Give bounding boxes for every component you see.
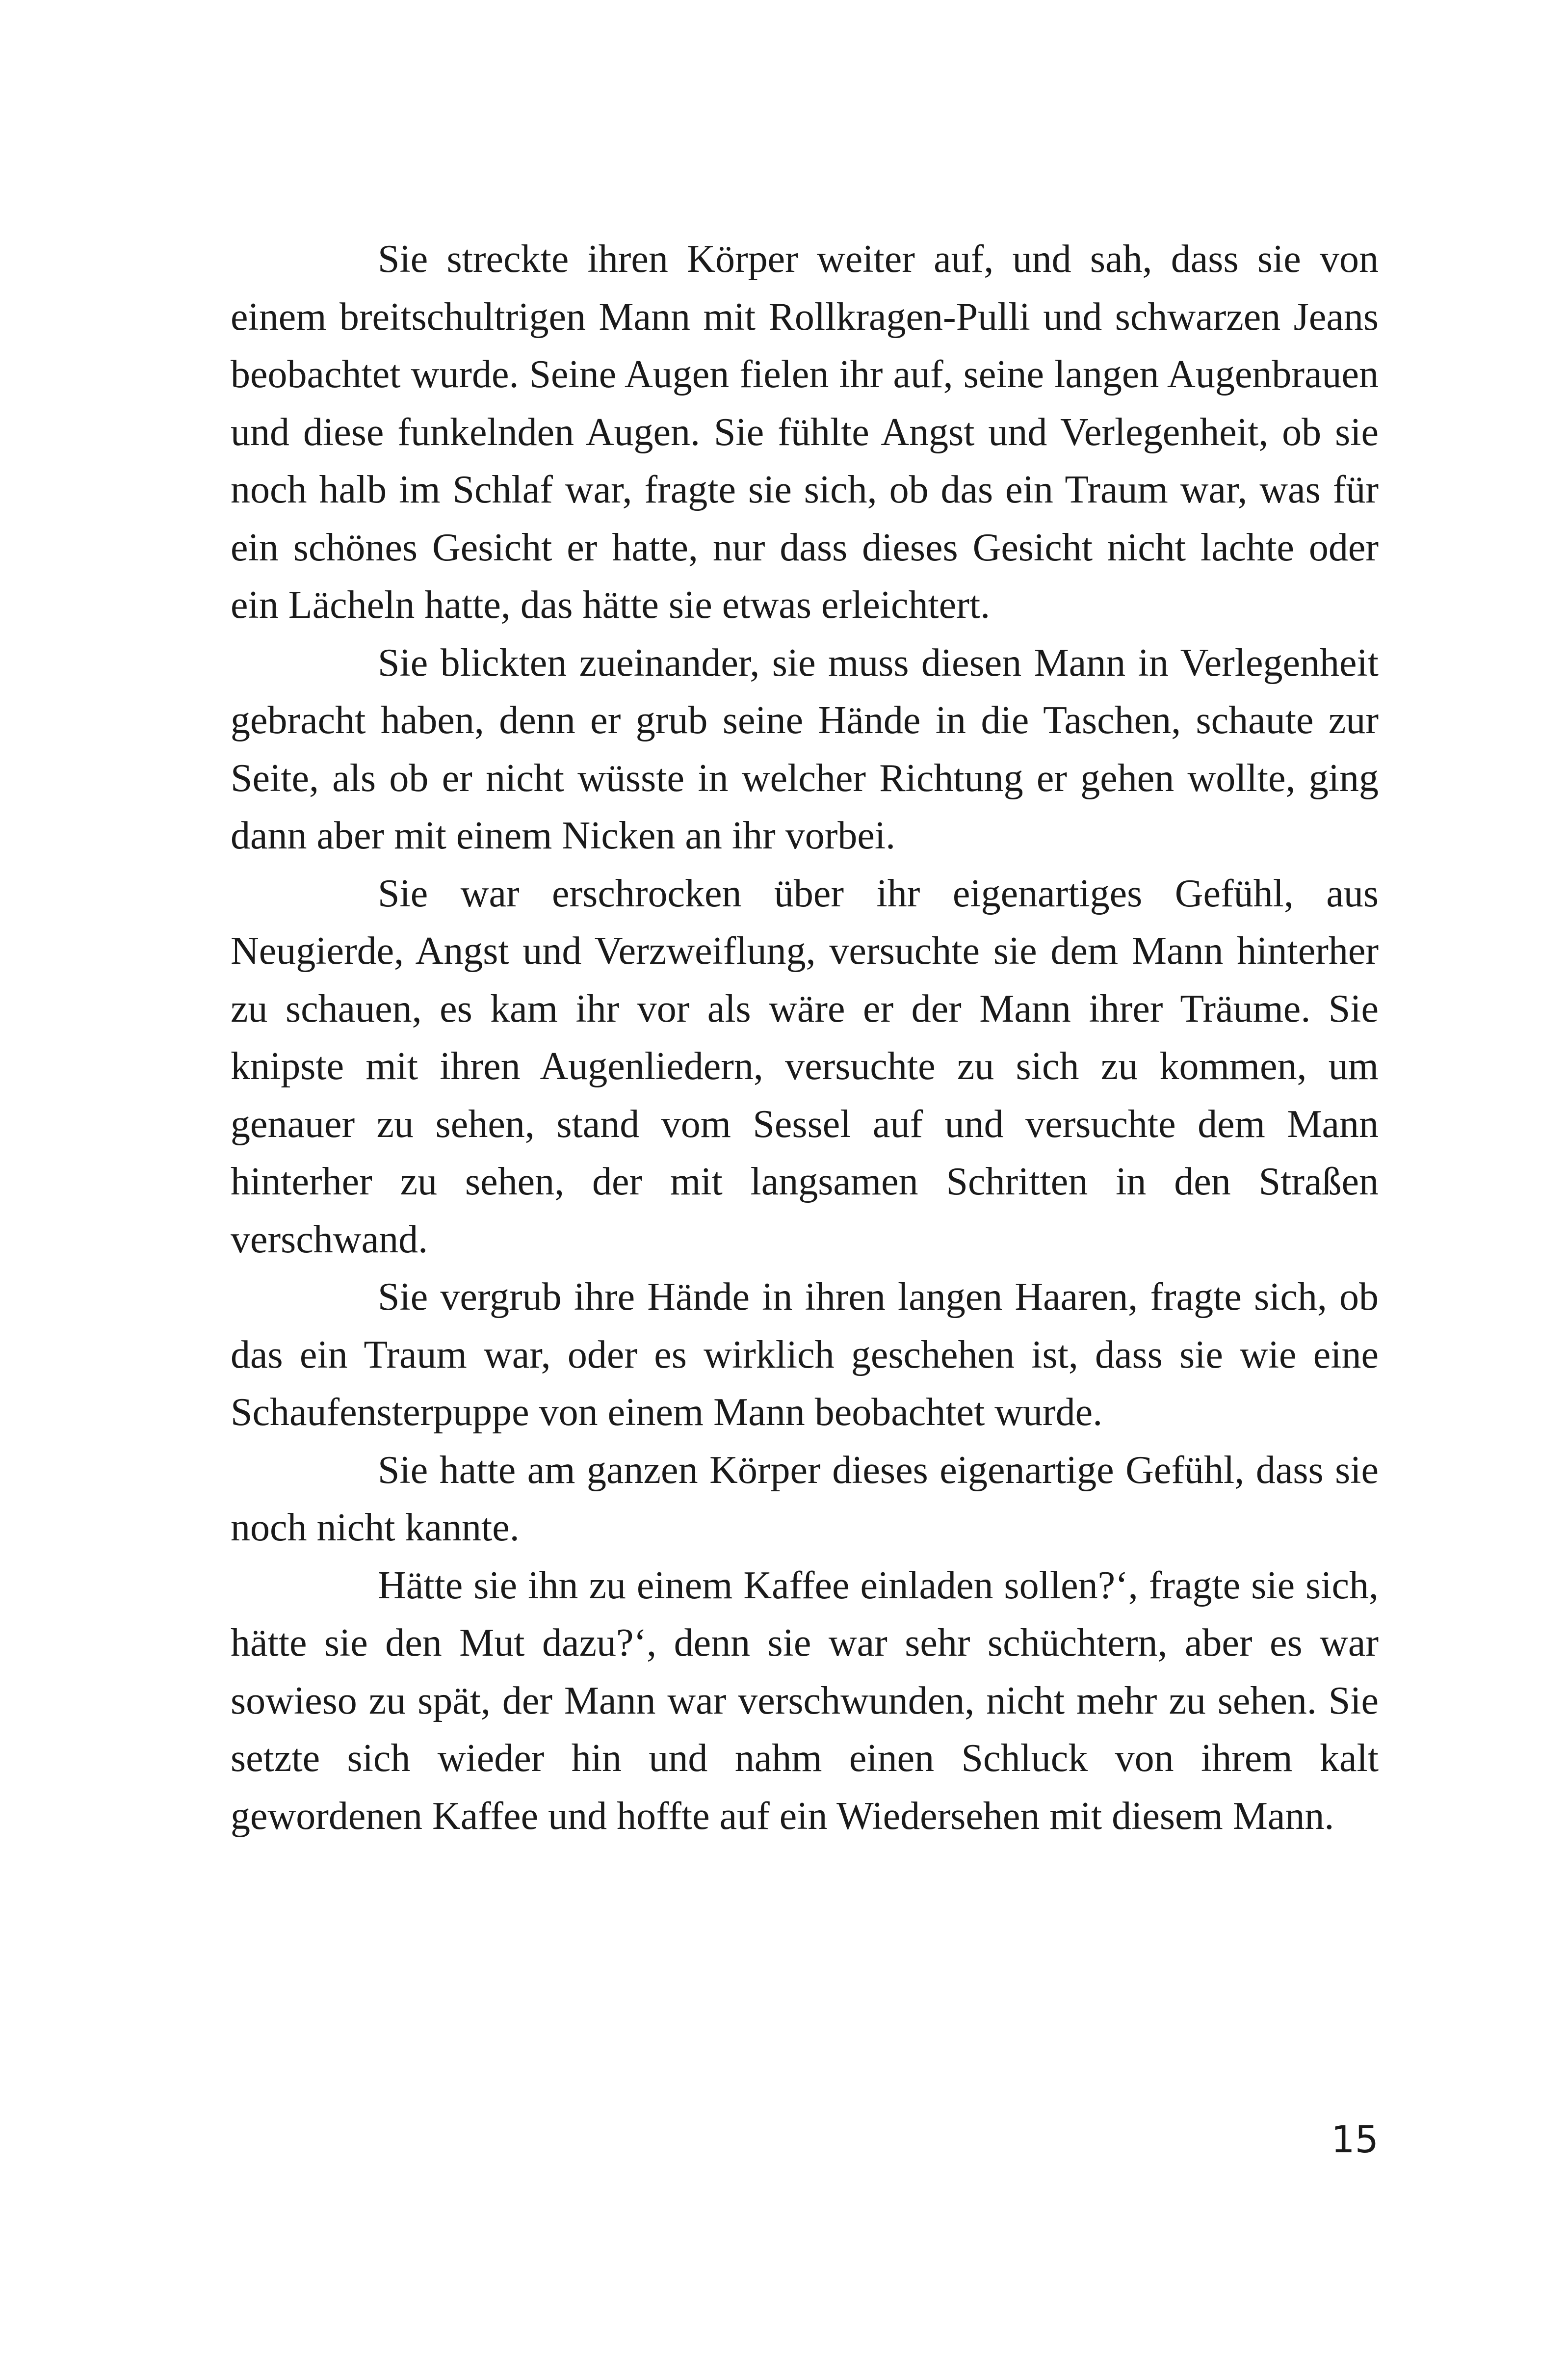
paragraph-4: Sie vergrub ihre Hände in ihren langen Haaren, fragte sich, ob das ein Traum war, oder es wirklich geschehen ist, dass sie wie eine Schaufensterpuppe von einem Mann beobachtet wurde. [231, 1275, 1379, 1434]
paragraph-6: Hätte sie ihn zu einem Kaffee einladen sollen?‘, fragte sie sich, hätte sie den Mut dazu?‘, denn sie war sehr schüchtern, aber es war sowieso zu spät, der Mann war verschwunden, nicht mehr zu sehen. Sie setzte sich wieder hin und nahm einen Schluck von ihrem kalt gewordenen Kaffee und hoffte auf ein Wiedersehen mit diesem Mann. [231, 1563, 1379, 1838]
paragraph-5: Sie hatte am ganzen Körper dieses eigenartige Gefühl, dass sie noch nicht kannte. [231, 1448, 1379, 1549]
paragraph-3: Sie war erschrocken über ihr eigenartiges Gefühl, aus Neugierde, Angst und Verzweiflung, versuchte sie dem Mann hinterher zu schauen, es kam ihr vor als wäre er der Mann ihrer Träume. Sie knipste mit ihren Augenliedern, versuchte zu sich zu kommen, um genauer zu sehen, stand vom Sessel auf und versuchte dem Mann hinterher zu sehen, der mit langsamen Schritten in den Straßen verschwand. [231, 872, 1379, 1261]
body-text [231, 231, 1379, 1845]
paragraph-2: Sie blickten zueinander, sie muss diesen Mann in Verlegenheit gebracht haben, denn er grub seine Hände in die Taschen, schaute zur Seite, als ob er nicht wüsste in welcher Richtung er gehen wollte, ging dann aber mit einem Nicken an ihr vorbei. [231, 641, 1379, 857]
paragraph-1: Sie streckte ihren Körper weiter auf, und sah, dass sie von einem breitschultrigen Mann mit Rollkragen-Pulli und schwarzen Jeans beobachtet wurde. Seine Augen fielen ihr auf, seine langen Augenbrauen und diese funkelnden Augen. Sie fühlte Angst und Verlegenheit, ob sie noch halb im Schlaf war, fragte sie sich, ob das ein Traum war, was für ein schönes Gesicht er hatte, nur dass dieses Gesicht nicht lachte oder ein Lächeln hatte, das hätte sie etwas erleichtert. [231, 238, 1379, 627]
page-number: 15 [1331, 2117, 1379, 2161]
